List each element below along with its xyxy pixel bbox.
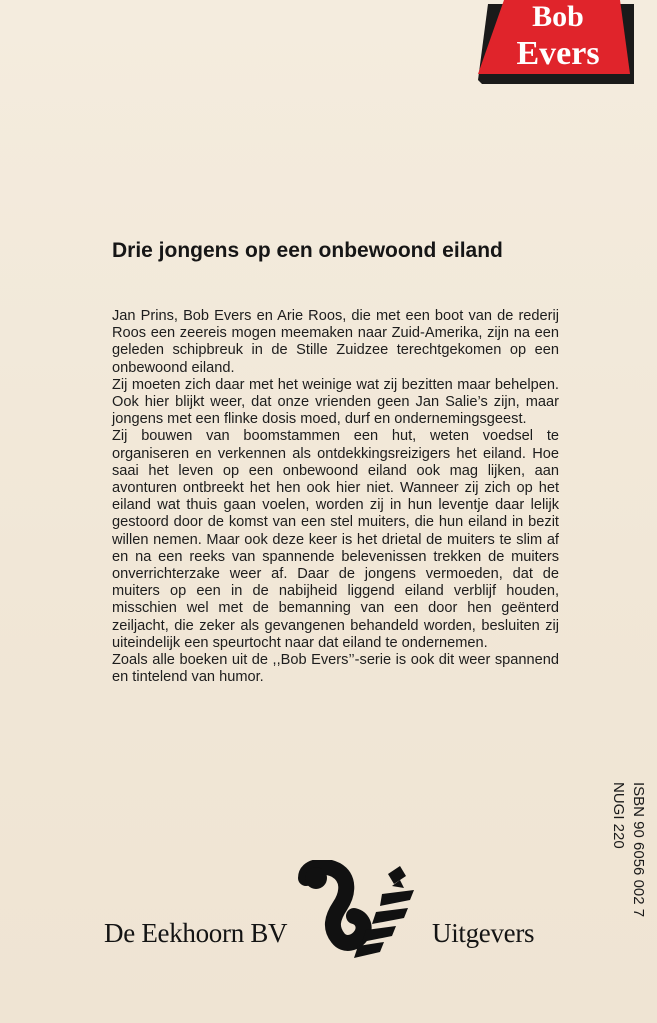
blurb-paragraph-2: Zij moeten zich daar met het weinige wat zij bezitten maar behelpen. Ook hier blijkt weer, dat onze vrienden geen Jan Salie’s zijn, maar jongens met een flinke dosis moed, durf en ondernemingsgeest. xyxy=(112,376,559,428)
blurb-paragraph-1: Jan Prins, Bob Evers en Arie Roos, die met een boot van de rederij Roos een zeereis mogen meemaken naar Zuid-Amerika, zijn na een geleden schipbreuk in de Stille Zuidzee terechtgekomen op een onbewoond eiland. xyxy=(112,308,559,376)
book-title: Drie jongens op een onbewoond eiland xyxy=(112,239,503,262)
squirrel-logo-icon xyxy=(296,860,424,970)
blurb xyxy=(112,308,559,686)
blurb-paragraph-4: Zoals alle boeken uit de ,,Bob Evers’’-serie is ook dit weer spannend en tintelend van humor. xyxy=(112,652,559,686)
series-badge-line1: Bob xyxy=(532,0,584,33)
nugi-code: NUGI 220 xyxy=(610,782,627,849)
series-badge-shape xyxy=(474,0,634,84)
series-badge-line2: Evers xyxy=(516,35,600,72)
publisher-name: De Eekhoorn BV xyxy=(104,918,288,948)
isbn-number: ISBN 90 6056 002 7 xyxy=(630,782,647,918)
blurb-paragraph-3: Zij bouwen van boomstammen een hut, weten voedsel te organiseren en verkennen als ontdekkingsreizigers het eiland. Hoe saai het leven op een onbewoond eiland ook mag lijken, aan avonturen ontbreekt het hen ook hier niet. Wanneer zij zich op het eiland wat thuis gaan voelen, worden zij in hun leventje daar lelijk gestoord door de komst van een stel muiters, die hun eiland in bezit willen nemen. Maar ook deze keer is het drietal de muiters te slim af en na een reeks van spannende belevenissen trekken de muiters onverrichterzake weer af. Daar de jongens vermoeden, dat de muiters op een in de nabijheid liggend eiland verblijf houden, misschien wel met de bemanning van een door hen geënterd zeiljacht, die zeker als gevangenen behandeld worden, besluiten zij uiteindelijk een speurtocht naar dat eiland te ondernemen. xyxy=(112,428,559,651)
series-badge xyxy=(474,0,634,84)
book-codes xyxy=(604,782,648,957)
publisher-suffix: Uitgevers xyxy=(432,918,535,948)
